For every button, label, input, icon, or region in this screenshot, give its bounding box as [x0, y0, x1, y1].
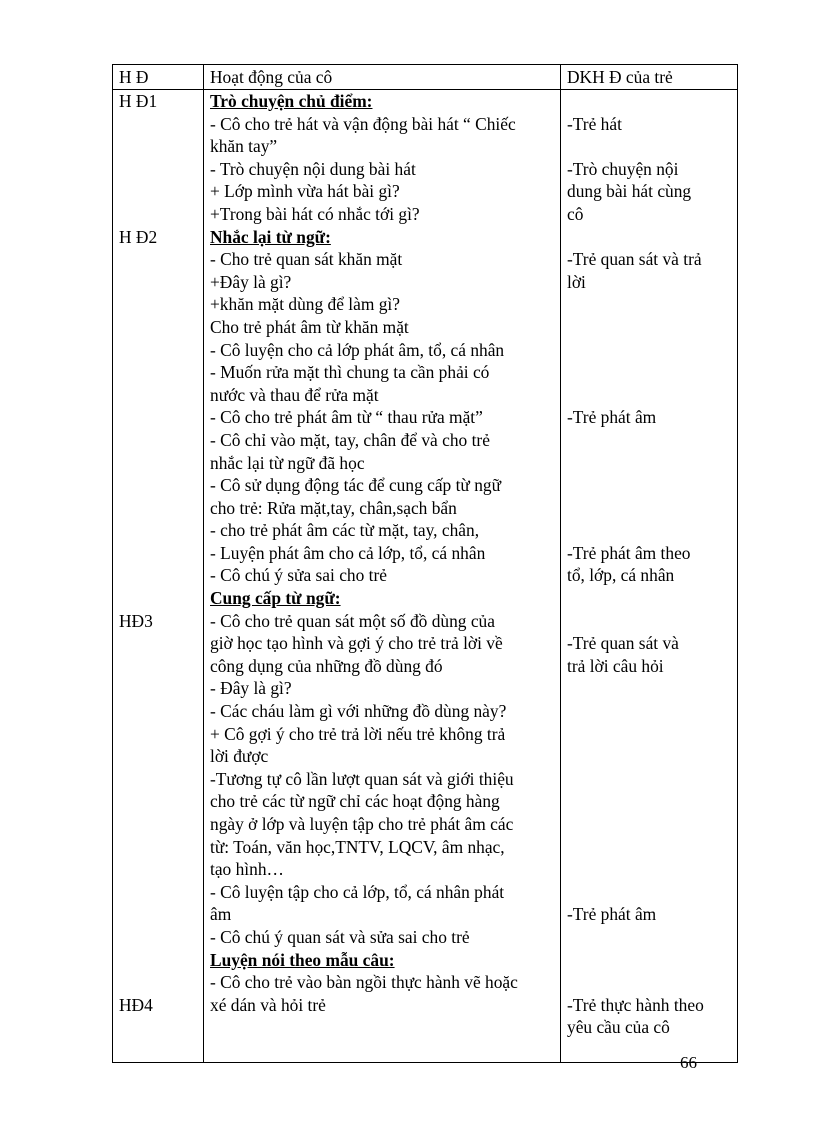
activity-code-line: [119, 113, 199, 136]
activity-code-line: [119, 881, 199, 904]
table-header-row: [113, 65, 738, 90]
children-activity-line: [567, 497, 733, 520]
activity-code-line: [119, 745, 199, 768]
children-activity-line: [567, 384, 733, 407]
teacher-activity-line: khăn tay”: [210, 136, 278, 157]
teacher-activity-line: cho trẻ các từ ngữ chỉ các hoạt động hàng: [210, 791, 500, 812]
teacher-activity-line: +Đây là gì?: [210, 271, 292, 292]
children-activity-line: [567, 610, 733, 633]
activity-code-line: [119, 203, 199, 226]
teacher-activity-line: - Cô cho trẻ hát và vận động bài hát “ Chiếc: [210, 113, 516, 134]
activity-code-line: [119, 248, 199, 271]
teacher-activity-line: + Lớp mình vừa hát bài gì?: [210, 181, 400, 202]
activity-code-column: [113, 90, 204, 1063]
activity-code-line: [119, 406, 199, 429]
children-activity-column: [561, 90, 738, 1063]
teacher-activity-line: - Luyện phát âm cho cả lớp, tổ, cá nhân: [210, 542, 486, 563]
teacher-activity-line: - Cô chỉ vào mặt, tay, chân để và cho trẻ: [210, 429, 490, 450]
children-activity-line: [567, 971, 733, 994]
section-title: Nhắc lại từ ngữ:: [210, 226, 331, 247]
activity-code-line: [119, 813, 199, 836]
section-title: Cung cấp từ ngữ:: [210, 588, 341, 609]
activity-code-line: [119, 790, 199, 813]
teacher-activity-line: -Tương tự cô lần lượt quan sát và giới thiệu: [210, 768, 514, 789]
activity-code-line: [119, 519, 199, 542]
activity-code-line: [119, 497, 199, 520]
section-title: Trò chuyện chủ điểm:: [210, 91, 373, 111]
teacher-activity-line: âm: [210, 904, 232, 925]
lesson-plan-table: [112, 64, 738, 1063]
teacher-activity-line: công dụng của những đồ dùng đó: [210, 655, 443, 676]
header-activity-code: H Đ: [113, 65, 204, 90]
activity-code-line: [119, 542, 199, 565]
teacher-activity-line: - Trò chuyện nội dung bài hát: [210, 158, 416, 179]
children-activity-line: -Trẻ thực hành theo: [567, 994, 704, 1015]
children-activity-line: [567, 316, 733, 339]
children-activity-line: cô: [567, 203, 584, 224]
activity-code-line: [119, 293, 199, 316]
children-activity-line: [567, 723, 733, 746]
activity-code-line: [119, 316, 199, 339]
children-activity-line: [567, 474, 733, 497]
teacher-activity-line: nước và thau để rửa mặt: [210, 384, 379, 405]
teacher-activity-line: - Cô cho trẻ vào bàn ngồi thực hành vẽ hoặc: [210, 972, 518, 993]
activity-code-line: [119, 926, 199, 949]
teacher-activity-line: +Trong bài hát có nhắc tới gì?: [210, 203, 420, 224]
header-teacher-activity: Hoạt động của cô: [204, 65, 561, 90]
teacher-activity-column: [204, 90, 561, 1063]
activity-code-line: [119, 971, 199, 994]
activity-code-line: [119, 700, 199, 723]
activity-code-line: [119, 384, 199, 407]
children-activity-line: [567, 881, 733, 904]
children-activity-line: yêu cầu của cô: [567, 1017, 670, 1038]
teacher-activity-line: giờ học tạo hình và gợi ý cho trẻ trả lời về: [210, 633, 503, 654]
activity-code-line: [119, 768, 199, 791]
teacher-activity-line: - Muốn rửa mặt thì chung ta cần phải có: [210, 362, 490, 383]
activity-code-line: [119, 858, 199, 881]
teacher-activity-line: +khăn mặt dùng để làm gì?: [210, 294, 400, 315]
teacher-activity-line: - Cho trẻ quan sát khăn mặt: [210, 249, 403, 270]
children-activity-line: trả lời câu hỏi: [567, 655, 664, 676]
children-activity-line: [567, 293, 733, 316]
teacher-activity-line: - Cô luyện cho cả lớp phát âm, tổ, cá nhân: [210, 339, 505, 360]
activity-code-line: [119, 632, 199, 655]
teacher-activity-line: - Đây là gì?: [210, 678, 292, 699]
activity-code-line: [119, 587, 199, 610]
children-activity-line: [567, 429, 733, 452]
activity-code-line: [119, 474, 199, 497]
teacher-activity-line: - Cô chú ý quan sát và sửa sai cho trẻ: [210, 926, 470, 947]
teacher-activity-line: - Các cháu làm gì với những đồ dùng này?: [210, 701, 507, 722]
activity-code-line: [119, 158, 199, 181]
children-activity-line: [567, 790, 733, 813]
teacher-activity-line: Cho trẻ phát âm từ khăn mặt: [210, 316, 409, 337]
activity-code-line: [119, 180, 199, 203]
children-activity-line: [567, 768, 733, 791]
teacher-activity-line: ngày ở lớp và luyện tập cho trẻ phát âm các: [210, 814, 514, 834]
teacher-activity-line: - Cô chú ý sửa sai cho trẻ: [210, 565, 388, 586]
children-activity-line: tổ, lớp, cá nhân: [567, 565, 675, 586]
activity-code-line: H Đ2: [119, 226, 158, 247]
children-activity-line: [567, 836, 733, 859]
activity-code-line: [119, 836, 199, 859]
children-activity-line: [567, 745, 733, 768]
teacher-activity-line: - Cô cho trẻ phát âm từ “ thau rửa mặt”: [210, 407, 483, 428]
teacher-activity-line: cho trẻ: Rửa mặt,tay, chân,sạch bẩn: [210, 497, 457, 518]
activity-code-line: [119, 903, 199, 926]
activity-code-line: [119, 339, 199, 362]
teacher-activity-line: - cho trẻ phát âm các từ mặt, tay, chân,: [210, 520, 480, 541]
children-activity-line: [567, 949, 733, 972]
activity-code-line: [119, 655, 199, 678]
teacher-activity-line: - Cô luyện tập cho cả lớp, tổ, cá nhân phát: [210, 881, 505, 902]
children-activity-line: [567, 858, 733, 881]
children-activity-line: -Trò chuyện nội: [567, 158, 679, 179]
children-activity-line: [567, 361, 733, 384]
children-activity-line: dung bài hát cùng: [567, 181, 692, 202]
teacher-activity-line: - Cô cho trẻ quan sát một số đồ dùng của: [210, 610, 495, 631]
children-activity-line: -Trẻ quan sát và: [567, 633, 679, 654]
teacher-activity-line: từ: Toán, văn học,TNTV, LQCV, âm nhạc,: [210, 836, 505, 857]
children-activity-line: [567, 587, 733, 610]
activity-code-line: HĐ3: [119, 610, 153, 631]
activity-code-line: [119, 271, 199, 294]
children-activity-line: [567, 226, 733, 249]
children-activity-line: [567, 677, 733, 700]
activity-code-line: [119, 723, 199, 746]
children-activity-line: -Trẻ phát âm theo: [567, 542, 691, 563]
page-number: 66: [680, 1053, 697, 1072]
activity-code-line: [119, 564, 199, 587]
children-activity-line: -Trẻ phát âm: [567, 904, 657, 925]
teacher-activity-line: tạo hình…: [210, 859, 284, 880]
activity-code-line: [119, 1039, 199, 1062]
children-activity-line: [567, 700, 733, 723]
activity-code-line: H Đ1: [119, 91, 158, 111]
activity-code-line: [119, 949, 199, 972]
children-activity-line: [567, 90, 733, 113]
children-activity-line: [567, 135, 733, 158]
children-activity-line: lời: [567, 271, 586, 292]
teacher-activity-line: - Cô sử dụng động tác để cung cấp từ ngữ: [210, 475, 502, 496]
section-title: Luyện nói theo mẫu câu:: [210, 949, 395, 970]
children-activity-line: [567, 813, 733, 836]
teacher-activity-line: nhắc lại từ ngữ đã học: [210, 452, 365, 473]
activity-code-line: [119, 1016, 199, 1039]
activity-code-line: [119, 452, 199, 475]
header-children-activity: DKH Đ của trẻ: [561, 65, 738, 90]
children-activity-line: [567, 452, 733, 475]
children-activity-line: [567, 926, 733, 949]
children-activity-line: [567, 339, 733, 362]
children-activity-line: -Trẻ quan sát và trả: [567, 249, 702, 270]
activity-code-line: [119, 429, 199, 452]
children-activity-line: [567, 519, 733, 542]
table-body-row: [113, 90, 738, 1063]
activity-code-line: [119, 677, 199, 700]
children-activity-line: -Trẻ hát: [567, 113, 622, 134]
children-activity-line: -Trẻ phát âm: [567, 407, 657, 428]
activity-code-line: [119, 135, 199, 158]
activity-code-line: HĐ4: [119, 994, 153, 1015]
teacher-activity-line: xé dán và hỏi trẻ: [210, 994, 326, 1015]
teacher-activity-line: lời được: [210, 746, 269, 767]
teacher-activity-line: + Cô gợi ý cho trẻ trả lời nếu trẻ không trả: [210, 723, 506, 744]
activity-code-line: [119, 361, 199, 384]
